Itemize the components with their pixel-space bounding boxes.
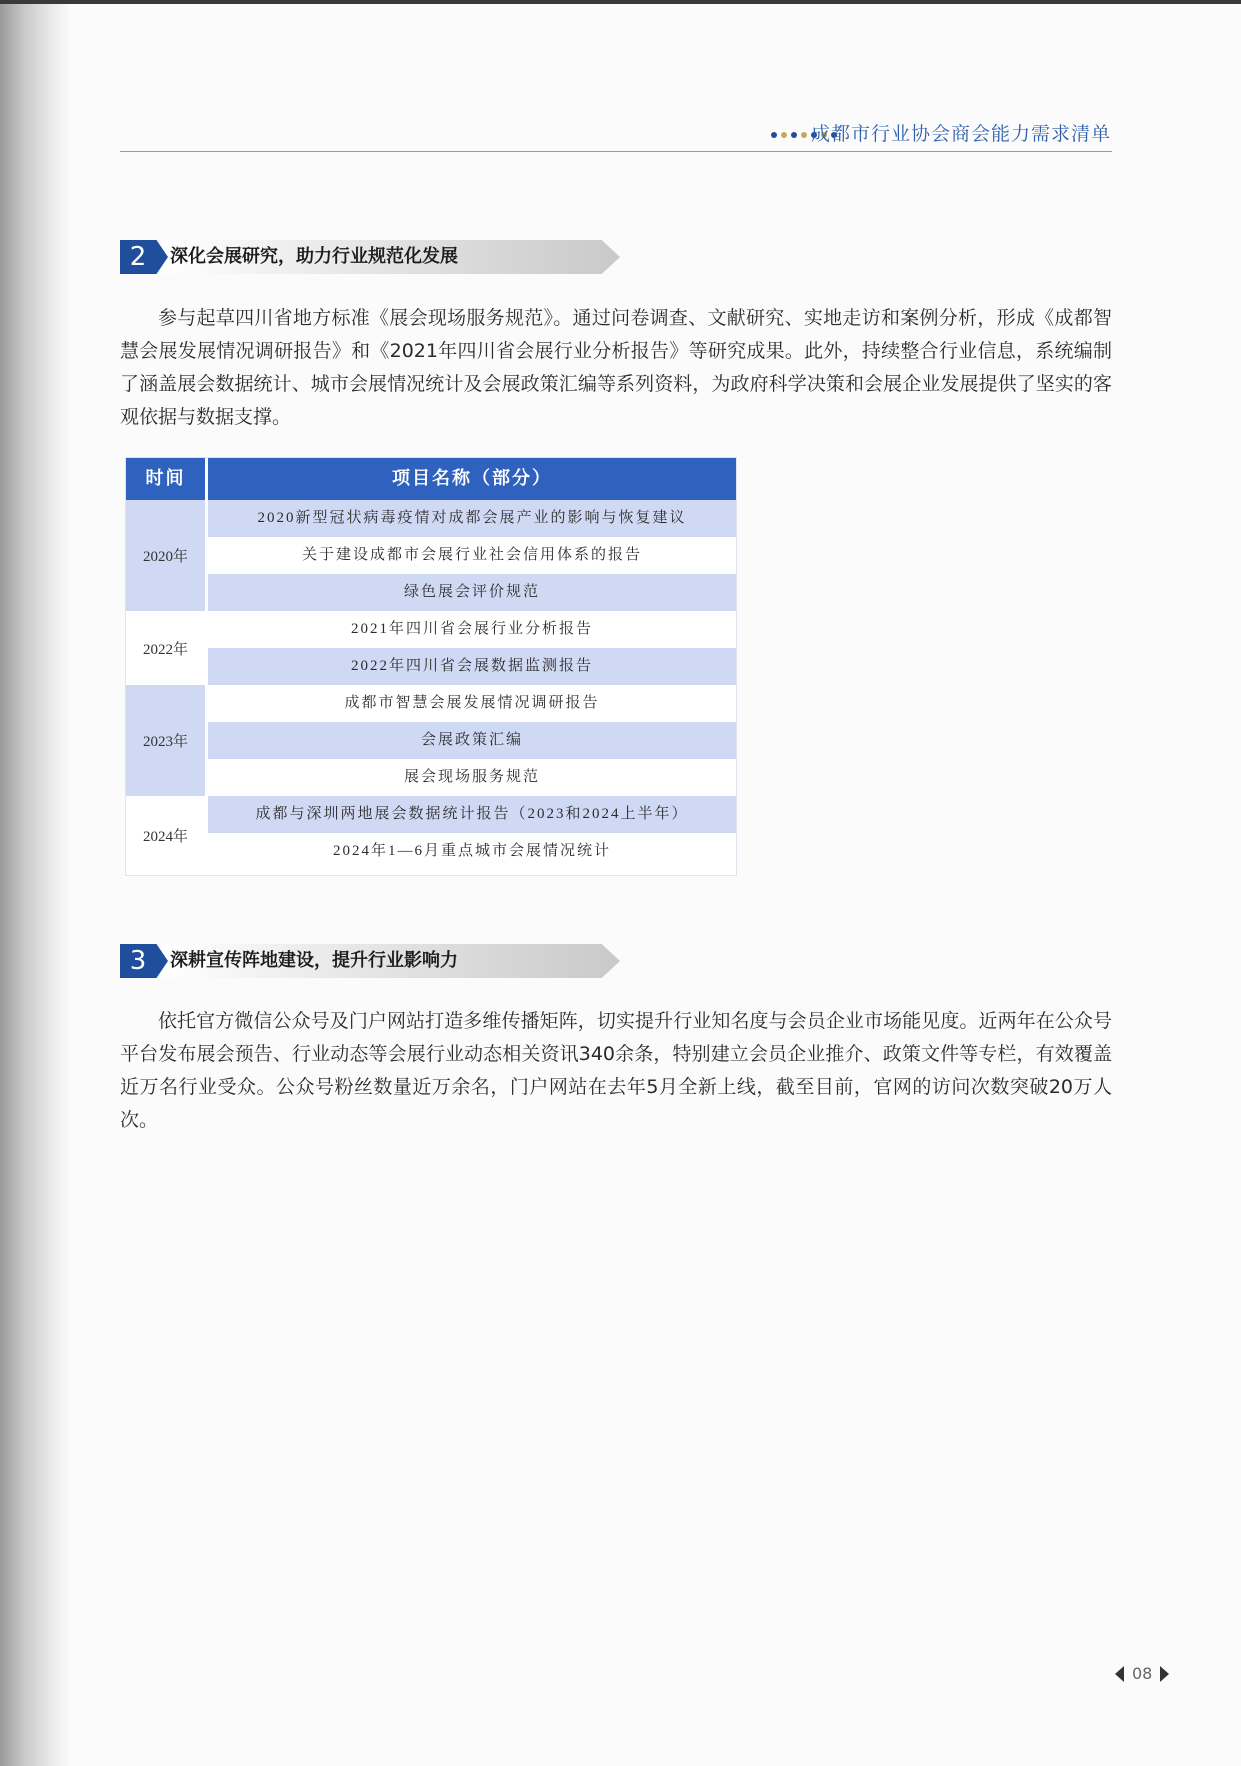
table-row: 2022年四川省会展数据监测报告 [208,648,736,685]
table-header-project-name: 项目名称（部分） [208,458,736,500]
table-year-cell: 2023年 [126,685,205,796]
table-row: 成都市智慧会展发展情况调研报告 [208,685,736,722]
table-row: 2024年1—6月重点城市会展情况统计 [208,833,736,870]
table-year-cell: 2022年 [126,611,205,685]
page-number: 08 [1132,1664,1153,1683]
triangle-left-icon [1115,1666,1124,1682]
section-2-paragraph: 参与起草四川省地方标准《展会现场服务规范》。通过问卷调查、文献研究、实地走访和案例分析，形成《成都智慧会展发展情况调研报告》和《2021年四川省会展行业分析报告》等研究成果。此外，持续整合行业信息，系统编制了涵盖展会数据统计、城市会展情况统计及会展政策汇编等系列资料，为政府科学决策和会展企业发展提供了坚实的客观依据与数据支撑。 [120,307,1112,428]
table-row: 2020新型冠状病毒疫情对成都会展产业的影响与恢复建议 [208,500,736,537]
table-row: 关于建设成都市会展行业社会信用体系的报告 [208,537,736,574]
section-title: 深耕宣传阵地建设，提升行业影响力 [170,950,458,971]
section-title: 深化会展研究，助力行业规范化发展 [170,246,458,267]
header-dot [791,132,797,138]
header-dot [781,132,787,138]
running-header-title: 成都市行业协会商会能力需求清单 [810,123,1111,145]
section-number: 2 [129,242,147,272]
table-year-cell: 2024年 [126,796,205,874]
table-row: 展会现场服务规范 [208,759,736,796]
document-page [70,4,1241,1766]
projects-table [125,457,737,876]
table-row: 成都与深圳两地展会数据统计报告（2023和2024上半年） [208,796,736,833]
page-spine-shadow [0,4,70,1766]
section-3-paragraph: 依托官方微信公众号及门户网站打造多维传播矩阵，切实提升行业知名度与会员企业市场能见度。近两年在公众号平台发布展会预告、行业动态等会展行业动态相关资讯340余条，特别建立会员企业推介、政策文件等专栏，有效覆盖近万名行业受众。公众号粉丝数量近万余名，门户网站在去年5月全新上线，截至目前，官网的访问次数突破20万人次。 [120,1010,1112,1131]
table-header-time: 时间 [126,458,208,500]
page-navigator [1115,1664,1169,1683]
triangle-right-icon [1160,1666,1169,1682]
section-number: 3 [129,946,147,976]
header-dot [771,132,777,138]
header-divider [120,151,1112,152]
table-year-cell: 2020年 [126,500,205,611]
header-dot [801,132,807,138]
table-row: 会展政策汇编 [208,722,736,759]
table-row: 2021年四川省会展行业分析报告 [208,611,736,648]
table-row: 绿色展会评价规范 [208,574,736,611]
